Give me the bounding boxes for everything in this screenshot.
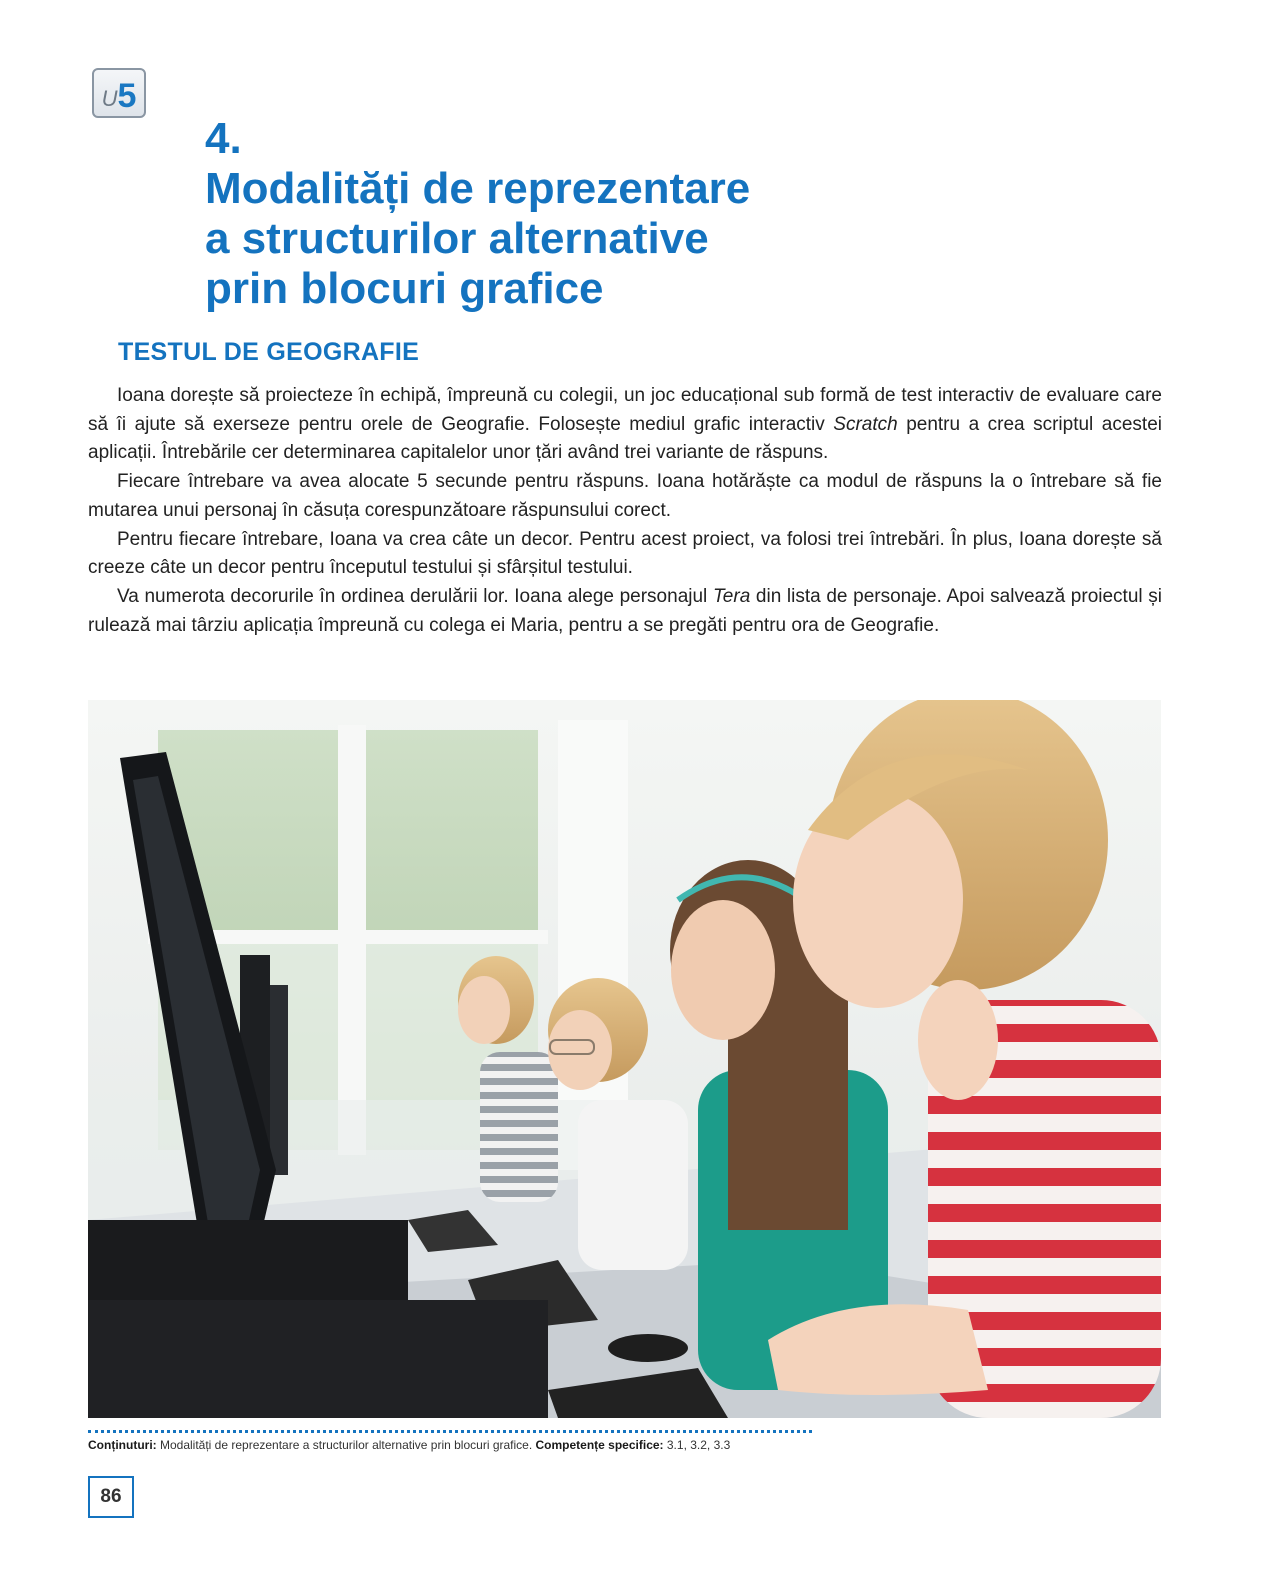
competences-label: Competențe specifice: xyxy=(535,1438,664,1452)
section-heading: TESTUL DE GEOGRAFIE xyxy=(118,338,420,366)
emphasis: Tera xyxy=(712,585,751,607)
unit-badge-number: 5 xyxy=(117,77,137,115)
chapter-title-line: Modalități de reprezentare xyxy=(205,164,751,213)
classroom-photo-illustration xyxy=(88,700,1161,1418)
contents-label: Conținuturi: xyxy=(88,1438,157,1452)
emphasis: Scratch xyxy=(833,413,898,435)
paragraph: Ioana dorește să proiecteze în echipă, împreună cu colegii, un joc educațional sub formă de test interactiv de evaluare care să îi ajute să exerseze pentru orele de Geografie. Folosește mediul grafic interactiv Scratch pentru a crea scriptul acestei aplicații. Întrebările cer determinarea capitalelor unor țări având trei variante de răspuns. xyxy=(88,385,1162,464)
unit-badge xyxy=(92,68,146,118)
paragraph: Fiecare întrebare va avea alocate 5 secunde pentru răspuns. Ioana hotărăște ca modul de răspuns la o întrebare să fie mutarea unui personaj în căsuța corespunzătoare răspunsului corect. xyxy=(88,471,1162,521)
chapter-title xyxy=(205,114,965,314)
body-text xyxy=(88,382,1162,640)
contents-text: Modalități de reprezentare a structurilor alternative prin blocuri grafice. xyxy=(156,1438,536,1452)
page-number: 86 xyxy=(88,1476,134,1518)
paragraph: Pentru fiecare întrebare, Ioana va crea câte un decor. Pentru acest proiect, va folosi trei întrebări. În plus, Ioana dorește să creeze câte un decor pentru începutul testului și sfârșitul testului. xyxy=(88,528,1162,579)
unit-badge-prefix: U xyxy=(101,86,118,111)
footer-divider xyxy=(88,1430,812,1433)
paragraph: Va numerota decorurile în ordinea derulării lor. Ioana alege personajul Tera din lista de personaje. Apoi salvează proiectul și rulează mai târziu aplicația împreună cu colega ei Maria, pentru a se pregăti pentru ora de Geografie. xyxy=(88,585,1162,636)
classroom-photo xyxy=(88,700,1161,1418)
chapter-title-line: prin blocuri grafice xyxy=(205,264,604,313)
chapter-number: 4. xyxy=(205,114,242,163)
footer-note xyxy=(88,1438,988,1452)
chapter-title-line: a structurilor alternative xyxy=(205,214,709,263)
competences-text: 3.1, 3.2, 3.3 xyxy=(663,1438,731,1452)
